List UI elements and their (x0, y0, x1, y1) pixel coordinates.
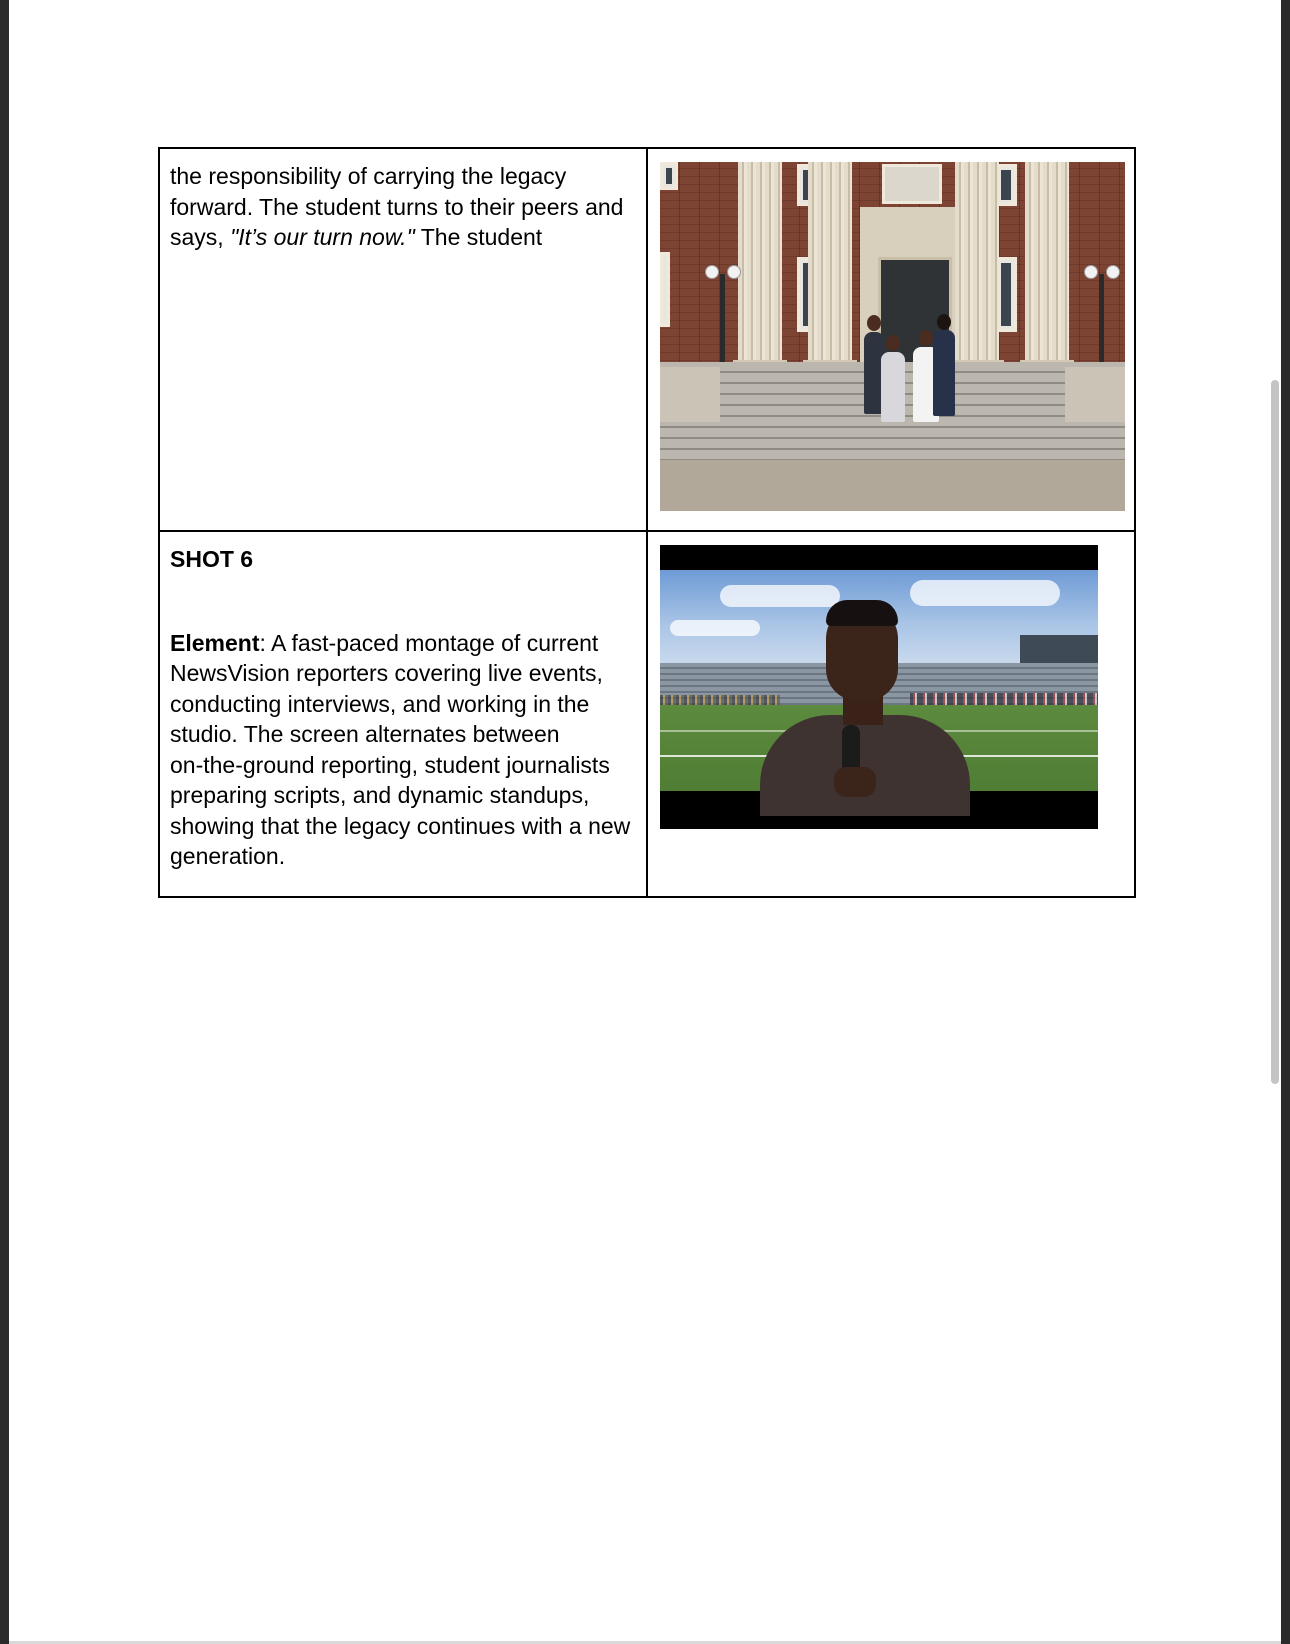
shot-table (158, 147, 1136, 898)
image-cell (647, 531, 1135, 897)
text-line: preparing scripts, and dynamic standups, (170, 782, 590, 808)
table-row (159, 531, 1135, 897)
text-line: on-the-ground reporting, student journalists (170, 751, 610, 778)
text-line: the responsibility of carrying the legacy (170, 163, 567, 189)
script-cell (159, 148, 647, 531)
script-text (160, 532, 646, 872)
text-line: showing that the legacy continues with a new (170, 812, 631, 839)
text-line: NewsVision reporters covering live events, (170, 660, 603, 686)
text-line: studio. The screen alternates between (170, 721, 560, 747)
element-label: Element (170, 629, 260, 656)
shot-heading: SHOT 6 (170, 546, 254, 572)
letterbox-bar-top (660, 545, 1098, 570)
text-line: forward. The student turns to their peers and (170, 193, 624, 220)
table-row (159, 148, 1135, 531)
building-steps-photo (660, 162, 1125, 511)
text-line: : A fast-paced montage of current (259, 629, 599, 656)
script-cell (159, 531, 647, 897)
image-cell (647, 148, 1135, 531)
transom-window (882, 164, 942, 204)
quote-text: "It’s our turn now." (230, 224, 415, 250)
text-line-suffix: The student (414, 224, 543, 250)
text-line: conducting interviews, and working in the (170, 690, 590, 717)
script-text (160, 149, 646, 253)
scrollbar-thumb[interactable] (1271, 380, 1279, 1084)
text-line-prefix: says, (170, 224, 231, 250)
stadium-reporter-photo (660, 545, 1098, 829)
text-line: generation. (170, 843, 286, 869)
letterbox-bar-bottom (660, 816, 1098, 829)
